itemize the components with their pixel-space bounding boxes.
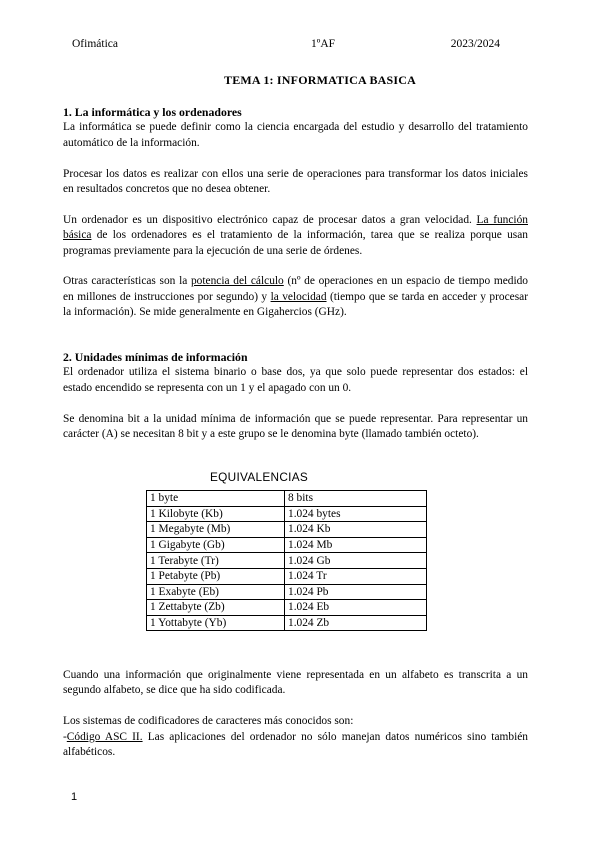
value-cell: 8 bits	[285, 491, 427, 507]
table-row	[147, 522, 427, 538]
section-3	[63, 668, 528, 760]
document-title: TEMA 1: INFORMATICA BASICA	[224, 73, 416, 87]
table-row	[147, 615, 427, 631]
section-1	[63, 105, 528, 321]
section-2-heading: 2. Unidades mínimas de información	[63, 350, 248, 364]
value-cell: 1.024 Gb	[285, 553, 427, 569]
value-cell: 1.024 Kb	[285, 522, 427, 538]
list-dash: -	[63, 730, 67, 743]
unit-cell: 1 Zettabyte (Zb)	[147, 600, 285, 616]
section-3-paragraph-2: Los sistemas de codificadores de caracteres más conocidos son:	[63, 715, 354, 728]
value-cell: 1.024 Zb	[285, 615, 427, 631]
unit-cell: 1 byte	[147, 491, 285, 507]
value-cell: 1.024 bytes	[285, 506, 427, 522]
p3-text-end: Las aplicaciones del ordenador no sólo manejan datos numéricos sino también alfabéticos.	[63, 730, 528, 759]
p4-text-mid: (nº de operaciones en un espacio de tiempo medido en millones de instrucciones por segundo) y	[63, 275, 528, 303]
table-row	[147, 553, 427, 569]
header-course: 1ºAF	[311, 38, 336, 50]
unit-cell: 1 Exabyte (Eb)	[147, 584, 285, 600]
p3-text-end: de los ordenadores es el tratamiento de la información, tarea que se realiza porque usan programas previamente para la ejecución de una serie de órdenes.	[63, 229, 528, 257]
unit-cell: 1 Petabyte (Pb)	[147, 568, 285, 584]
p4-text-start: Otras características son la	[63, 275, 191, 288]
table-row	[147, 600, 427, 616]
section-1-paragraph-1: La informática se puede definir como la ciencia encargada del estudio y desarrollo del tratamiento automático de la información.	[63, 121, 528, 149]
section-1-paragraph-4	[63, 274, 528, 320]
unit-cell: 1 Gigabyte (Gb)	[147, 537, 285, 553]
value-cell: 1.024 Pb	[285, 584, 427, 600]
section-3-paragraph-3	[63, 730, 528, 761]
codigo-ascii-term: Código ASC II.	[66, 730, 143, 743]
potencia-calculo-term: potencia del cálculo	[190, 275, 284, 288]
unit-cell: 1 Kilobyte (Kb)	[147, 506, 285, 522]
section-3-paragraph-1: Cuando una información que originalmente viene representada en un alfabeto es transcrita a un segundo alfabeto, se dice que ha sido codificada.	[63, 669, 528, 697]
table-row	[147, 506, 427, 522]
unit-cell: 1 Terabyte (Tr)	[147, 553, 285, 569]
section-1-paragraph-2: Procesar los datos es realizar con ellos una serie de operaciones para transformar los datos iniciales en resultados concretos que no desea obtener.	[63, 167, 528, 196]
section-1-heading: 1. La informática y los ordenadores	[63, 105, 242, 119]
table-row	[147, 537, 427, 553]
equivalencias-title: EQUIVALENCIAS	[210, 470, 309, 484]
table-row	[147, 568, 427, 584]
table-row	[147, 491, 427, 507]
p3-text-start: Un ordenador es un dispositivo electrónico capaz de procesar datos a gran velocidad.	[63, 213, 477, 226]
unit-cell: 1 Megabyte (Mb)	[147, 522, 285, 538]
section-2-paragraph-1: El ordenador utiliza el sistema binario o base dos, ya que solo puede representar dos estados: el estado encendido se representa con un 1 y el apagado con un 0.	[63, 366, 528, 394]
section-1-paragraph-3	[63, 213, 528, 259]
page-number: 1	[71, 791, 78, 803]
funcion-basica-term: La función básica	[63, 213, 528, 242]
section-2	[63, 350, 528, 442]
value-cell: 1.024 Mb	[285, 537, 427, 553]
header-subject: Ofimática	[72, 38, 118, 50]
page-header	[72, 38, 500, 52]
p4-text-end: (tiempo que se tarda en acceder y procesar la información). Se mide generalmente en Gigahercios (GHz).	[63, 290, 528, 319]
equivalencias-table	[146, 490, 427, 631]
section-2-paragraph-2: Se denomina bit a la unidad mínima de información que se puede representar. Para representar un carácter (A) se necesitan 8 bit y a este grupo se le denomina byte (llamado también octeto).	[63, 412, 528, 441]
unit-cell: 1 Yottabyte (Yb)	[147, 615, 285, 631]
table-row	[147, 584, 427, 600]
velocidad-term: la velocidad	[270, 290, 327, 303]
value-cell: 1.024 Tr	[285, 568, 427, 584]
value-cell: 1.024 Eb	[285, 600, 427, 616]
header-year: 2023/2024	[450, 38, 500, 50]
